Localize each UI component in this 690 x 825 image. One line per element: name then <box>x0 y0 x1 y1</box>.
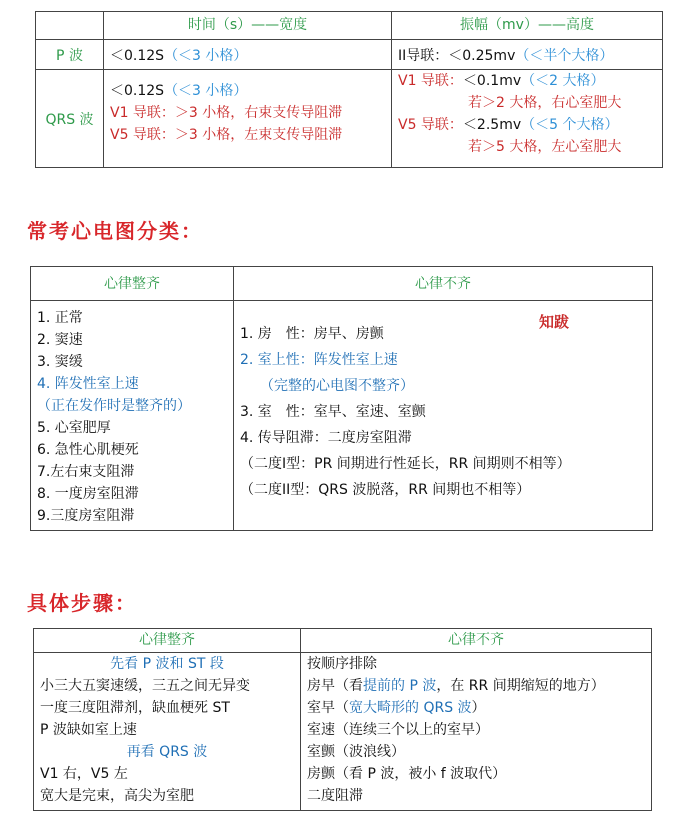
p-time-note: （＜3 小格） <box>164 47 248 64</box>
list-item: 2. 窦速 <box>37 332 83 348</box>
list-item-note: （二度II型：QRS 波脱落，RR 间期也不相等） <box>240 482 531 498</box>
ecg-classification-heading: 常考心电图分类： <box>27 219 203 243</box>
list-item: 4. 传导阻滞：二度房室阻滞 <box>240 430 412 446</box>
qrs-v5-amp-value: ＜2.5mv <box>462 117 522 133</box>
exclusion-line: 按顺序排除 <box>307 656 377 672</box>
qrs-v5-amp-label: V5 导联： <box>398 117 463 133</box>
qrs-v5-amp-note: （＜5 个大格） <box>521 117 619 133</box>
steps-regular-column <box>34 653 301 811</box>
steps-irregular-header: 心律不齐 <box>301 629 652 653</box>
qrs-v1-amp-extra: 若＞2 大格，右心室肥大 <box>468 95 622 111</box>
list-item-note: （二度I型：PR 间期进行性延长，RR 间期则不相等） <box>240 456 571 472</box>
qrs-time-value: ＜0.12S <box>110 83 165 99</box>
irregular-rhythm-list <box>234 301 653 531</box>
list-item: 9.三度房室阻滞 <box>37 508 135 524</box>
list-item: 1. 房 性：房早、房颤 <box>240 326 384 342</box>
list-item-note: （完整的心电图不整齐） <box>260 378 414 394</box>
list-item: 4. 阵发性室上速 <box>37 376 139 392</box>
amplitude-height-header: 振幅（mv）——高度 <box>392 12 663 40</box>
p-wave-time-cell <box>104 40 392 70</box>
exclusion-line <box>307 675 645 697</box>
qrs-v1-time-rule: V1 导联：＞3 小格，右束支传导阻滞 <box>110 105 343 121</box>
exclusion-line <box>307 697 645 719</box>
qrs-wave-label: QRS 波 <box>36 70 104 168</box>
wave-criteria-table <box>35 11 663 168</box>
atrial-premature-note: ，在 RR 间期缩短的地方） <box>436 678 605 694</box>
time-width-header: 时间（s）——宽度 <box>104 12 392 40</box>
exclusion-line: 室颤（波浪线） <box>307 744 405 760</box>
mnemonic-line: 小三大五窦速缓，三五之间无异变 <box>40 678 250 694</box>
specific-steps-heading: 具体步骤： <box>27 591 137 615</box>
qrs-v1-amp-label: V1 导联： <box>398 73 463 89</box>
list-item: 5. 心室肥厚 <box>37 420 111 436</box>
list-item: 7.左右束支阻滞 <box>37 464 135 480</box>
list-item: 3. 室 性：室早、室速、室颤 <box>240 404 426 420</box>
irregular-rhythm-header: 心律不齐 <box>234 267 653 301</box>
p-wave-label: P 波 <box>36 40 104 70</box>
qrs-v5-amp-extra: 若＞5 大格，左心室肥大 <box>468 139 622 155</box>
regular-rhythm-header: 心律整齐 <box>31 267 234 301</box>
list-item: 1. 正常 <box>37 310 83 326</box>
p-amp-value: II导联：＜0.25mv <box>398 47 516 64</box>
qrs-v1-amp-note: （＜2 大格） <box>521 73 605 89</box>
ventricular-premature-label: 室早（ <box>307 700 349 716</box>
list-item: 6. 急性心肌梗死 <box>37 442 139 458</box>
corner-cell <box>36 12 104 40</box>
mnemonic-line: P 波缺如室上速 <box>40 722 137 738</box>
qrs-amplitude-cell <box>392 70 663 168</box>
exclusion-line: 房颤（看 P 波，被小 f 波取代） <box>307 766 507 782</box>
ecg-classification-table <box>30 266 653 531</box>
mnemonic-line: V1 右，V5 左 <box>40 766 128 782</box>
handwritten-note: 知跋 <box>539 313 570 331</box>
step-two-title: 再看 QRS 波 <box>126 744 208 760</box>
mnemonic-line: 宽大是完束，高尖为室肥 <box>40 788 194 804</box>
mnemonic-line: 一度三度阻滞剂，缺血梗死 ST <box>40 700 230 716</box>
exclusion-line: 室速（连续三个以上的室早） <box>307 722 489 738</box>
list-item: 8. 一度房室阻滞 <box>37 486 139 502</box>
qrs-v5-time-rule: V5 导联：＞3 小格，左束支传导阻滞 <box>110 127 343 143</box>
steps-regular-header: 心律整齐 <box>34 629 301 653</box>
ventricular-premature-close: ） <box>471 700 486 716</box>
list-item: 3. 窦缓 <box>37 354 83 370</box>
wide-qrs-highlight: 宽大畸形的 QRS 波 <box>349 700 472 716</box>
step-one-title: 先看 P 波和 ST 段 <box>110 656 224 672</box>
qrs-time-cell <box>104 70 392 168</box>
list-item: 2. 室上性：阵发性室上速 <box>240 352 398 368</box>
regular-rhythm-list <box>31 301 234 531</box>
qrs-time-note: （＜3 小格） <box>164 83 248 99</box>
atrial-premature-label: 房早（看 <box>307 678 363 694</box>
p-wave-amplitude-cell <box>392 40 663 70</box>
early-p-wave-highlight: 提前的 P 波 <box>363 678 437 694</box>
list-item-note: （正在发作时是整齐的） <box>37 398 191 414</box>
exclusion-line: 二度阻滞 <box>307 788 363 804</box>
steps-irregular-column <box>301 653 652 811</box>
p-amp-note: （＜半个大格） <box>515 47 614 64</box>
qrs-v1-amp-value: ＜0.1mv <box>462 73 522 89</box>
p-time-value: ＜0.12S <box>110 47 165 64</box>
specific-steps-table <box>33 628 652 811</box>
